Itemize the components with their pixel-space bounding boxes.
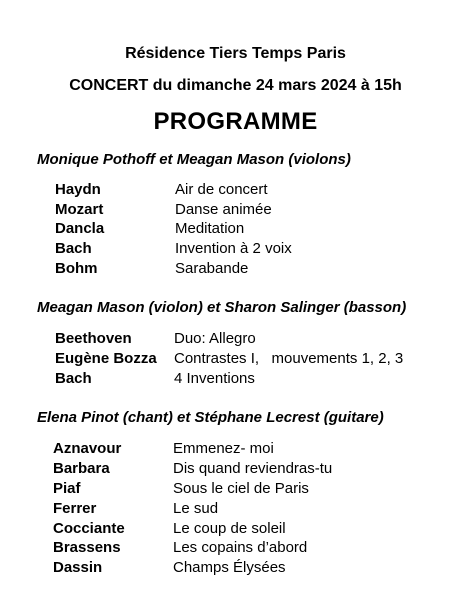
composer-name: Aznavour [53, 440, 122, 457]
composer-name: Cocciante [53, 520, 125, 537]
composer-name: Dancla [55, 220, 105, 237]
composer-name: Piaf [53, 480, 81, 497]
venue-title: Résidence Tiers Temps Paris [125, 45, 346, 62]
composer-name: Haydn [55, 181, 101, 198]
section-heading: Monique Pothoff et Meagan Mason (violons) [37, 151, 351, 168]
composer-name: Eugène Bozza [55, 350, 157, 367]
concert-date-line: CONCERT du dimanche 24 mars 2024 à 15h [69, 77, 402, 94]
piece-title: Sous le ciel de Paris [173, 480, 309, 497]
piece-title: Danse animée [175, 201, 272, 218]
composer-name: Brassens [53, 539, 121, 556]
composer-name: Dassin [53, 559, 103, 576]
composer-name: Mozart [55, 201, 104, 218]
piece-title: Meditation [175, 220, 245, 237]
piece-title: 4 Inventions [174, 370, 255, 387]
piece-title: Sarabande [175, 260, 249, 277]
composer-name: Ferrer [53, 500, 97, 517]
piece-title: Invention à 2 voix [175, 240, 292, 257]
section-heading: Meagan Mason (violon) et Sharon Salinger (basson) [37, 299, 407, 316]
page-title: PROGRAMME [153, 108, 318, 135]
piece-title: Les copains d’abord [173, 539, 308, 556]
piece-title: Le sud [173, 500, 219, 517]
piece-title: Contrastes I, mouvements 1, 2, 3 [174, 350, 404, 367]
section-heading: Elena Pinot (chant) et Stéphane Lecrest (guitare) [37, 409, 384, 426]
composer-name: Beethoven [55, 330, 132, 347]
composer-name: Bohm [55, 260, 98, 277]
piece-title: Champs Élysées [173, 559, 286, 576]
composer-name: Barbara [53, 460, 110, 477]
piece-title: Air de concert [175, 181, 268, 198]
piece-title: Emmenez- moi [173, 440, 274, 457]
composer-name: Bach [55, 240, 92, 257]
piece-title: Duo: Allegro [174, 330, 256, 347]
piece-title: Le coup de soleil [173, 520, 286, 537]
piece-title: Dis quand reviendras-tu [173, 460, 333, 477]
composer-name: Bach [55, 370, 92, 387]
